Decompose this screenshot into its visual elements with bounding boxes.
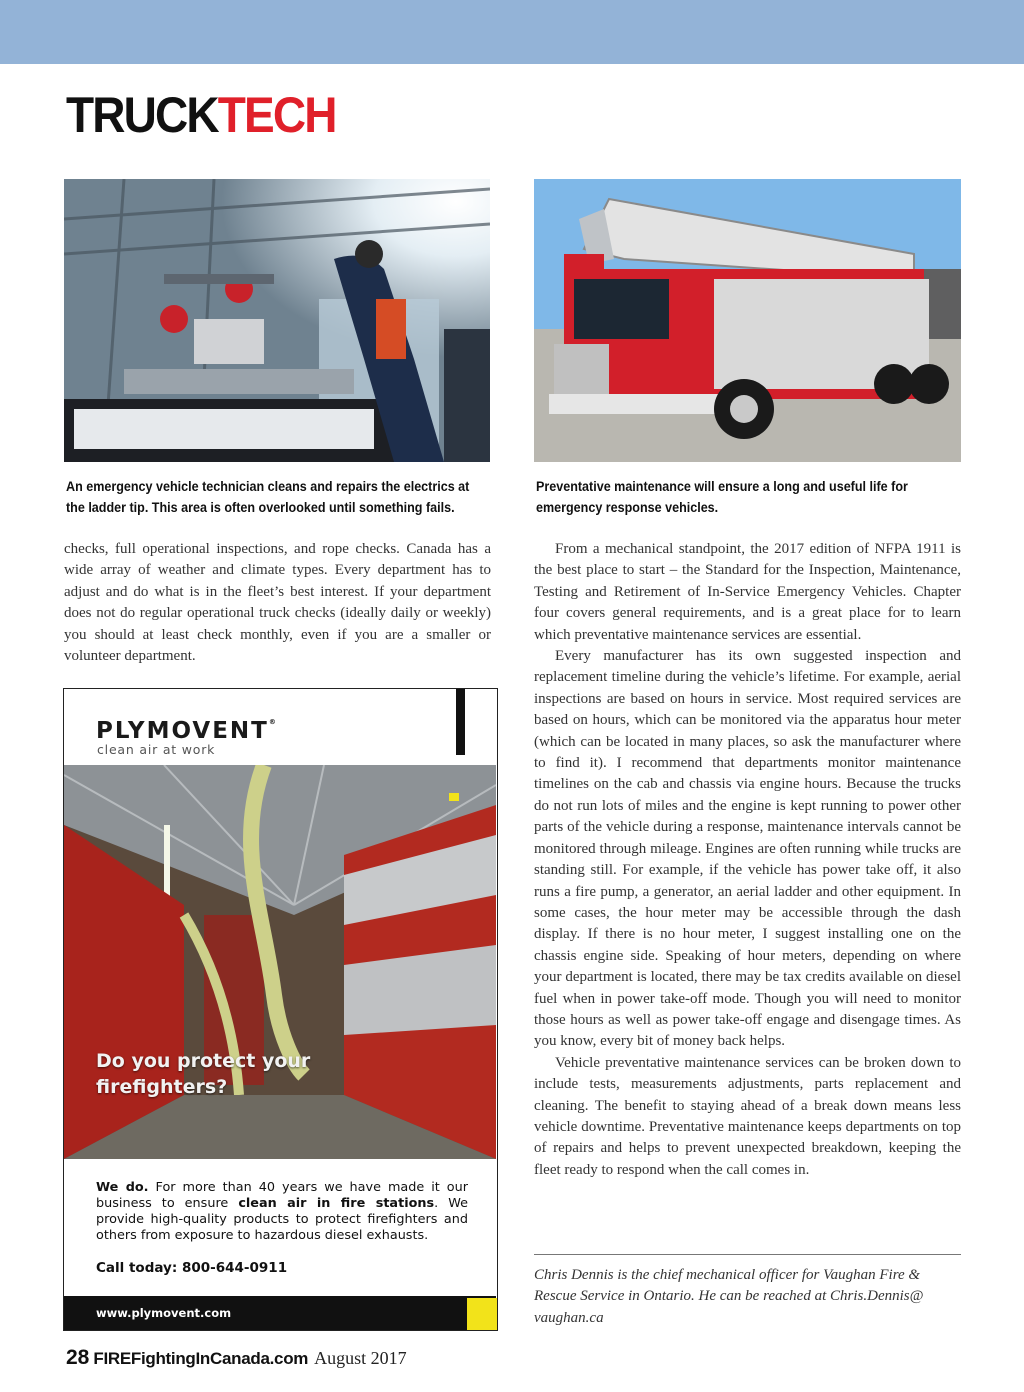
- ad-body-part2: . We provide high-quality products to protect firefighters and others from exposure to hazardous diesel exhausts.: [96, 1196, 468, 1243]
- article-right-column: [534, 539, 961, 1181]
- ad-accent-bar: [456, 689, 465, 755]
- page-number: 28: [66, 1346, 90, 1369]
- footer-date: August 2017: [314, 1348, 407, 1368]
- caption-right: Preventative maintenance will ensure a long and useful life for emergency response vehicles.: [536, 479, 908, 515]
- photo-technician-ladder-tip: [64, 179, 490, 462]
- ad-body-part1: For more than 40 years we have made it our business to ensure: [96, 1180, 469, 1211]
- article-paragraph: checks, full operational inspections, and rope checks. Canada has a wide array of weather and climate types. Every department has to adjust and do what is in the fleet’s best interest. If your department does not do regular operational truck checks (ideally daily or weekly) you should at least check monthly, even if you are a smaller or volunteer department.: [64, 541, 491, 665]
- footer-site-name: FIREFightingInCanada.com: [93, 1349, 309, 1368]
- ad-tagline: clean air at work: [97, 742, 216, 757]
- plymovent-advertisement[interactable]: [63, 688, 498, 1331]
- ad-website-link[interactable]: www.plymovent.com: [96, 1306, 232, 1320]
- section-title-truck: TRUCK: [66, 87, 218, 143]
- article-left-column: [64, 539, 491, 667]
- article-paragraph: From a mechanical standpoint, the 2017 edition of NFPA 1911 is the best place to start – the Standard for the Inspection, Maintenance, Testing and Retirement of In-Service Emergency Vehicles. Chapter four covers general requirements, and is a great place for to learn which preventative maintenance services are essential.: [534, 541, 961, 643]
- ad-body-lead: We do.: [96, 1180, 149, 1195]
- ad-yellow-block: [467, 1298, 497, 1330]
- caption-left: An emergency vehicle technician cleans and repairs the electrics at the ladder tip. This area is often overlooked until something fails.: [66, 479, 470, 515]
- ad-call-to-action[interactable]: Call today: 800-644-0911: [96, 1260, 288, 1276]
- article-paragraph: Every manufacturer has its own suggested inspection and replacement timeline during the vehicle’s lifetime. For example, aerial inspections are based on hours in service. Most required services are based on hours, which can be monitored via the apparatus hour meter (which can be located in many places, so ask the manufacturer where to find it). I recommend that departments monitor maintenance timelines on the cab and chassis via engine hours. Because the trucks do not run lots of miles and the engine is kept running to power other parts of the vehicle during a response, maintenance intervals cannot be monitored through mileage. Engines are often running while trucks are standing still. For example, if the vehicle has power take off, it also runs a fire pump, a generator, an aerial ladder and other equipment. In some cases, the hour meter may be accessible through the dash display. If there is no hour meter, I suggest installing one on the chassis engine side. Speaking of hour meters, depending on where your department is located, there may be tax credits available on diesel fuel when in power take-off mode. Though you will need to monitor those hours as well as power take-off engage and disengage times. As you know, every bit of money back helps.: [534, 648, 961, 1050]
- author-bio: Chris Dennis is the chief mechanical officer for Vaughan Fire & Rescue Service in Ontario. He can be reached at Chris.Dennis@ vaughan.ca: [534, 1267, 924, 1326]
- header-band: [0, 0, 1024, 64]
- plymovent-logo: [96, 718, 276, 744]
- ad-body-copy: [96, 1180, 468, 1244]
- page-footer: [66, 1346, 407, 1372]
- section-title: [66, 87, 336, 143]
- bio-divider: [534, 1254, 961, 1255]
- ad-body-bold: clean air in fire stations: [238, 1196, 435, 1211]
- brand-name: PLYMOVENT: [96, 718, 269, 744]
- ad-headline: Do you protect your firefighters?: [96, 1050, 311, 1098]
- photo-red-aerial-truck: [534, 179, 961, 462]
- trademark-mark: ®: [268, 718, 276, 726]
- section-title-tech: TECH: [217, 87, 336, 143]
- article-paragraph: Vehicle preventative maintenance services can be broken down to include tests, measurements adjustments, parts replacement and cleaning. The benefit to staying ahead of a break down means less vehicle downtime. Preventative maintenance keeps departments on top of repairs and helps to prevent unexpected breakdown, keeping the fleet ready to respond when the call comes in.: [534, 1054, 961, 1178]
- ad-footer-bar: [64, 1296, 496, 1330]
